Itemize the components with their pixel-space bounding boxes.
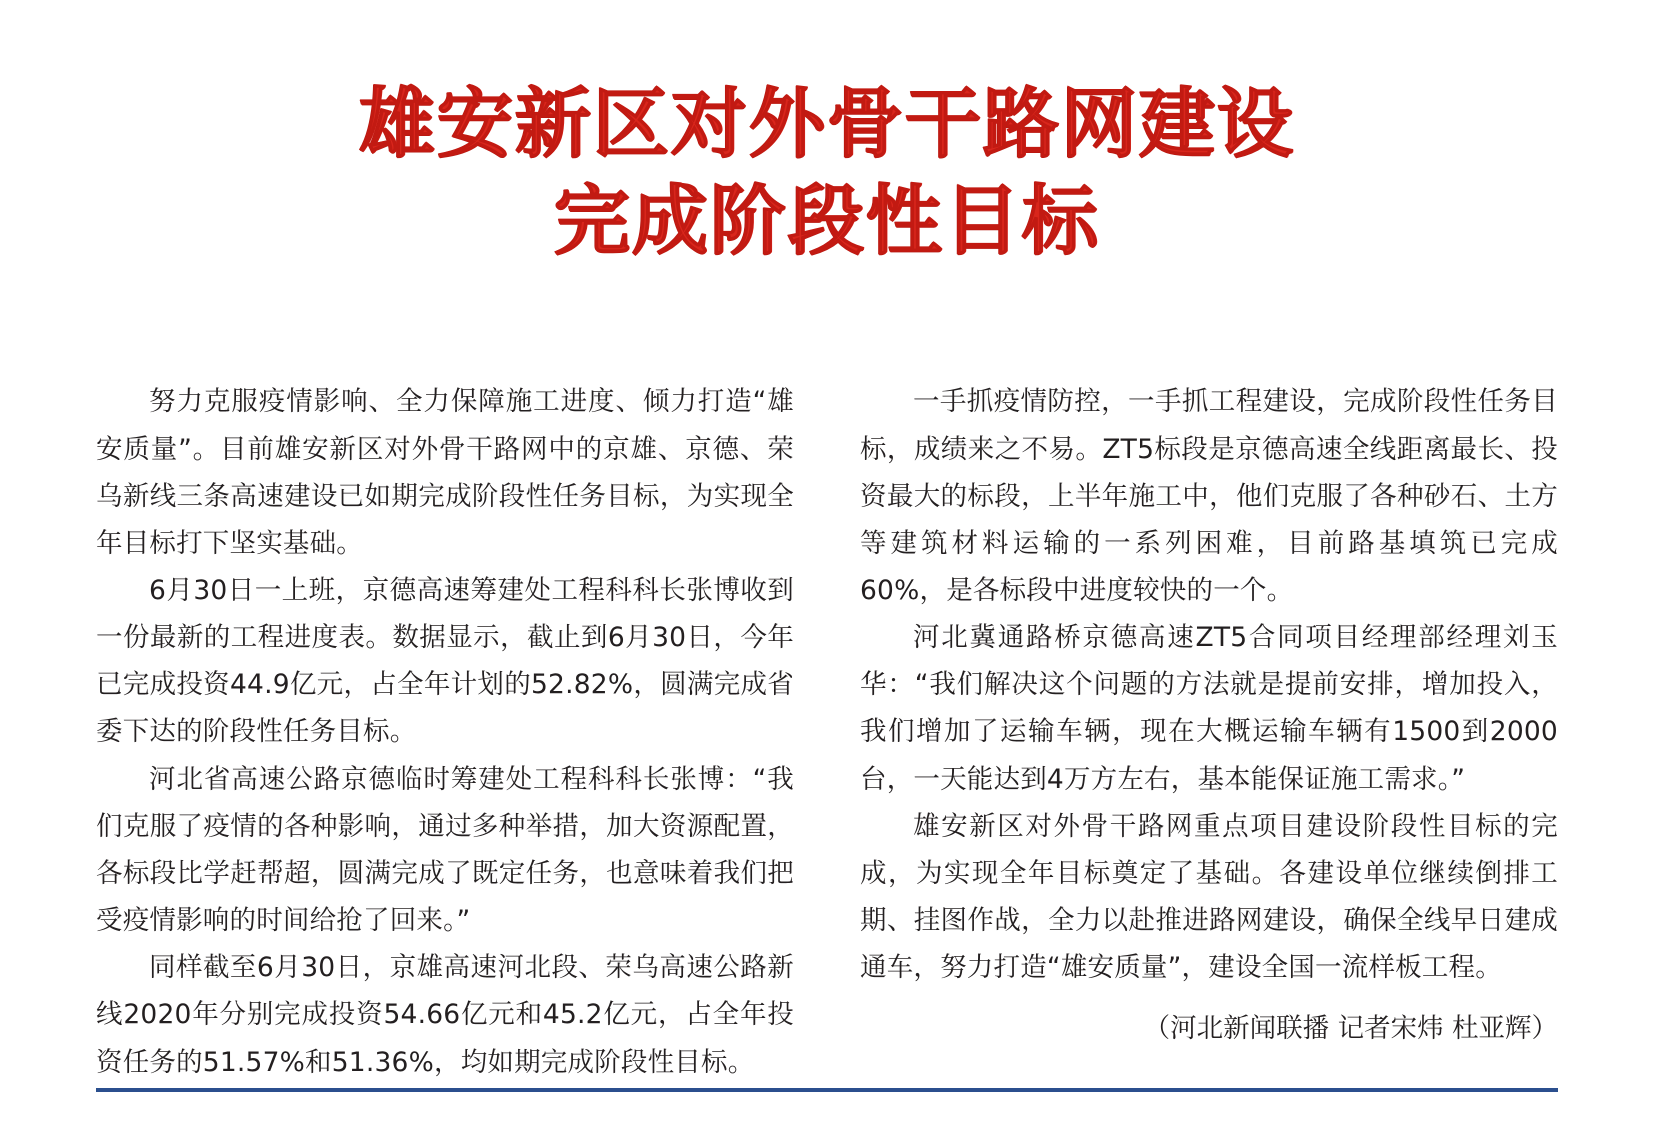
paragraph: 同样截至6月30日，京雄高速河北段、荣乌高速公路新线2020年分别完成投资54.66亿元和45.2亿元，占全年投资任务的51.57%和51.36%，均如期完成阶段性目标。 [96, 952, 794, 1078]
right-column [860, 378, 1558, 1085]
headline-line-2: 完成阶段性目标 [554, 176, 1100, 266]
article-byline: （河北新闻联播 记者宋炜 杜亚辉） [1143, 1013, 1558, 1045]
paragraph: 6月30日一上班，京德高速筹建处工程科科长张博收到一份最新的工程进度表。数据显示，截止到6月30日，今年已完成投资44.9亿元，占全年计划的52.82%，圆满完成省委下达的阶段性任务目标。 [96, 574, 794, 748]
paragraph: 一手抓疫情防控，一手抓工程建设，完成阶段性任务目标，成绩来之不易。ZT5标段是京德高速全线距离最长、投资最大的标段，上半年施工中，他们克服了各种砂石、土方等建筑材料运输的一系列困难，目前路基填筑已完成60%，是各标段中进度较快的一个。 [860, 386, 1558, 606]
paragraph: 河北冀通路桥京德高速ZT5合同项目经理部经理刘玉华：“我们解决这个问题的方法就是提前安排，增加投入，我们增加了运输车辆，现在大概运输车辆有1500到2000台，一天能达到4万方左右，基本能保证施工需求。” [860, 622, 1558, 795]
headline-line-1: 雄安新区对外骨干路网建设 [359, 78, 1295, 168]
left-column [96, 378, 794, 1085]
footer-divider [96, 1088, 1558, 1092]
article-body [0, 320, 1654, 1085]
paragraph: 河北省高速公路京德临时筹建处工程科科长张博：“我们克服了疫情的各种影响，通过多种举措，加大资源配置，各标段比学赶帮超，圆满完成了既定任务，也意味着我们把受疫情影响的时间给抢了回来。” [96, 763, 794, 937]
paragraph: 努力克服疫情影响、全力保障施工进度、倾力打造“雄安质量”。目前雄安新区对外骨干路网中的京雄、京德、荣乌新线三条高速建设已如期完成阶段性任务目标，为实现全年目标打下坚实基础。 [96, 386, 794, 559]
page-title [0, 51, 1654, 270]
paragraph: 雄安新区对外骨干路网重点项目建设阶段性目标的完成，为实现全年目标奠定了基础。各建设单位继续倒排工期、挂图作战，全力以赴推进路网建设，确保全线早日建成通车，努力打造“雄安质量”，建设全国一流样板工程。 [860, 810, 1558, 984]
document-page [0, 51, 1654, 1128]
